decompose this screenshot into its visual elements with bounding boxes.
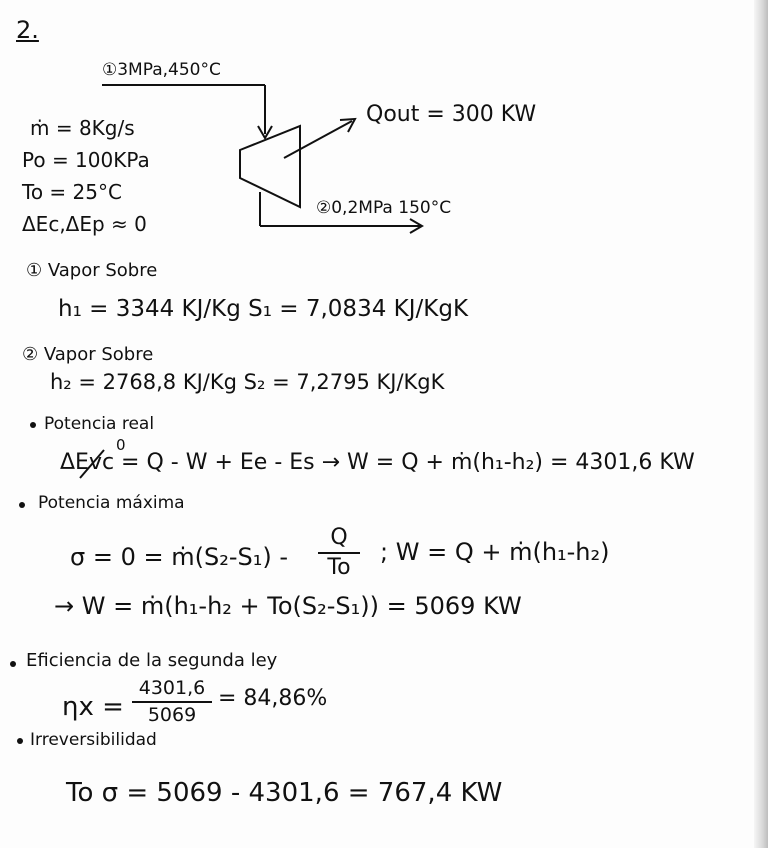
real-power-equation: ΔEvc = Q - W + Ee - Es → W = Q + ṁ(h₁-h₂) = 4301,6 KW: [60, 450, 695, 475]
max-power-work-eq: ; W = Q + ṁ(h₁-h₂): [380, 538, 610, 566]
given-energy: ΔEc,ΔEp ≈ 0: [22, 212, 147, 236]
given-temperature: To = 25°C: [22, 180, 122, 204]
bullet: [17, 738, 23, 744]
second-law-heading: Eficiencia de la segunda ley: [26, 650, 278, 671]
given-mass-flow: ṁ = 8Kg/s: [30, 116, 135, 140]
heat-out-label: Qout = 300 KW: [366, 102, 537, 127]
state2-values: h₂ = 2768,8 KJ/Kg S₂ = 7,2795 KJ/KgK: [50, 370, 445, 394]
bullet: [10, 661, 16, 667]
inlet-label: ①3MPa,450°C: [102, 60, 221, 80]
fraction-denominator: 5069: [147, 703, 197, 726]
efficiency-fraction: [132, 678, 212, 726]
bullet: [19, 502, 25, 508]
zero-mark: 0: [116, 436, 126, 454]
efficiency-result: = 84,86%: [218, 686, 328, 711]
state1-title: ① Vapor Sobre: [26, 260, 158, 281]
max-power-heading: Potencia máxima: [38, 493, 185, 513]
irreversibility-equation: To σ = 5069 - 4301,6 = 767,4 KW: [66, 778, 503, 808]
fraction-numerator: 4301,6: [138, 677, 206, 699]
fraction-bar: [318, 552, 360, 554]
turbine-shape: [240, 126, 300, 207]
fraction-denominator: To: [327, 555, 351, 581]
given-pressure: Po = 100KPa: [22, 148, 150, 172]
fraction-numerator: Q: [330, 525, 348, 550]
heat-arrow-line: [284, 121, 352, 158]
state1-values: h₁ = 3344 KJ/Kg S₁ = 7,0834 KJ/KgK: [58, 296, 469, 322]
irreversibility-heading: Irreversibilidad: [30, 730, 157, 750]
state2-title: ② Vapor Sobre: [22, 344, 154, 365]
fraction-bar: [132, 701, 212, 703]
problem-number: 2.: [16, 16, 39, 44]
q-over-to-fraction: [318, 526, 360, 580]
real-power-heading: Potencia real: [44, 414, 155, 434]
page-edge-shadow: [754, 0, 768, 848]
max-power-result: → W = ṁ(h₁-h₂ + To(S₂-S₁)) = 5069 KW: [54, 592, 522, 620]
outlet-label: ②0,2MPa 150°C: [316, 198, 452, 218]
efficiency-symbol: ηx =: [62, 692, 124, 722]
max-power-entropy-eq: σ = 0 = ṁ(S₂-S₁) -: [70, 543, 288, 571]
bullet: [30, 422, 36, 428]
